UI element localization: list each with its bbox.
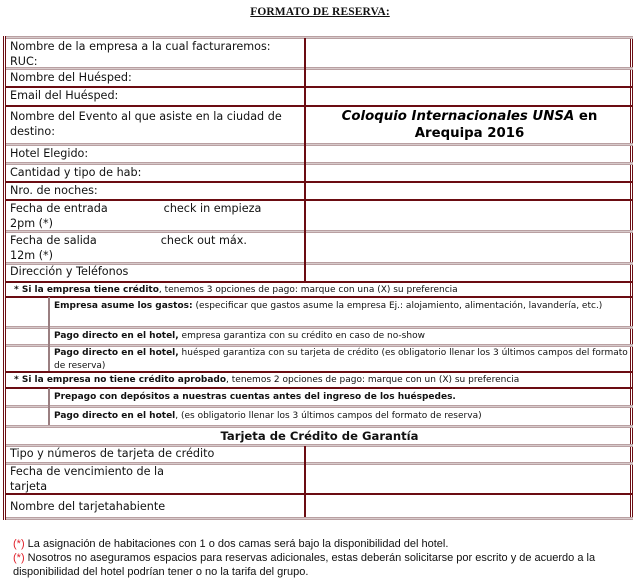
label-company-name: Nombre de la empresa a la cual facturaremos: RUC: <box>10 40 271 68</box>
room-type-field[interactable] <box>307 165 636 182</box>
check-out-date-field[interactable] <box>307 234 636 263</box>
card-number-field[interactable] <box>307 446 636 463</box>
credit-option-2-checkbox[interactable] <box>9 329 51 345</box>
divider <box>6 36 633 39</box>
label-guest-email: Email del Huésped: <box>10 89 119 102</box>
guest-email-field[interactable] <box>307 88 636 106</box>
divider <box>6 425 633 428</box>
no-credit-options-intro: * Si la empresa no tiene crédito aprobado, tenemos 2 opciones de pago: marque con un (X) su preferencia <box>14 375 520 385</box>
card-expiry-field[interactable] <box>307 465 636 494</box>
footnote-1: (*) La asignación de habitaciones con 1 o dos camas será bajo la disponibilidad del hotel. <box>13 538 449 550</box>
address-phones-field[interactable] <box>307 265 636 282</box>
footnote-2: (*) Nosotros no aseguramos espacios para reservas adicionales, estas deberán solicitarse por escrito y de acuerdo a la disponibilidad del hotel podrían tener o no la tarifa del grupo. <box>13 552 596 578</box>
credit-option-2-text: Pago directo en el hotel, empresa garantiza con su crédito en caso de no-show <box>54 331 425 341</box>
nights-field[interactable] <box>307 183 636 200</box>
label-guest-name: Nombre del Huésped: <box>10 71 132 84</box>
label-card-number: Tipo y números de tarjeta de crédito <box>10 447 215 460</box>
no-credit-option-1-text: Prepago con depósitos a nuestras cuentas antes del ingreso de los huéspedes. <box>54 392 456 402</box>
no-credit-option-2-text: Pago directo en el hotel, (es obligatorio llenar los 3 últimos campos del formato de reserva) <box>54 411 482 421</box>
credit-option-1-checkbox[interactable] <box>9 299 51 327</box>
label-card-expiry: Fecha de vencimiento de la tarjeta <box>10 465 165 493</box>
column-divider <box>304 446 306 517</box>
label-address-phones: Dirección y Teléfonos <box>10 265 129 278</box>
label-cardholder-name: Nombre del tarjetahabiente <box>10 500 166 513</box>
no-credit-option-1-checkbox[interactable] <box>9 390 51 406</box>
label-room-type: Cantidad y tipo de hab: <box>10 166 142 179</box>
page-title: FORMATO DE RESERVA: <box>250 6 390 18</box>
guest-name-field[interactable] <box>307 70 636 87</box>
company-name-field[interactable] <box>307 40 636 68</box>
divider <box>6 296 633 298</box>
label-check-in: Fecha de entrada check in empieza 2pm (*) <box>10 202 262 230</box>
label-nights: Nro. de noches: <box>10 184 98 197</box>
credit-options-intro: * Si la empresa tiene crédito, tenemos 3 opciones de pago: marque con una (X) su preferencia <box>14 285 458 295</box>
hotel-field[interactable] <box>307 146 636 163</box>
column-divider <box>304 38 306 281</box>
cardholder-name-field[interactable] <box>307 496 636 518</box>
divider <box>6 387 633 389</box>
label-check-out: Fecha de salida check out máx. 12m (*) <box>10 234 247 262</box>
check-in-date-field[interactable] <box>307 202 636 231</box>
divider <box>6 326 633 329</box>
credit-option-3-text: Pago directo en el hotel, huésped garantiza con su tarjeta de crédito (es obligatorio llenar los 3 últimos campos del formato de reserva) <box>54 348 628 371</box>
label-event-name: Nombre del Evento al que asiste en la ciudad de destino: <box>10 110 282 138</box>
credit-option-3-checkbox[interactable] <box>9 347 51 372</box>
label-hotel: Hotel Elegido: <box>10 147 89 160</box>
card-section-heading: Tarjeta de Crédito de Garantía <box>220 429 419 443</box>
no-credit-option-2-checkbox[interactable] <box>9 409 51 426</box>
credit-option-1-text: Empresa asume los gastos: (especificar que gastos asume la empresa Ej.: alojamiento, alimentación, lavandería, etc.) <box>54 301 603 311</box>
divider <box>6 405 633 408</box>
event-name-value: Coloquio Internacionales UNSA en Arequipa 2016 <box>341 109 598 141</box>
